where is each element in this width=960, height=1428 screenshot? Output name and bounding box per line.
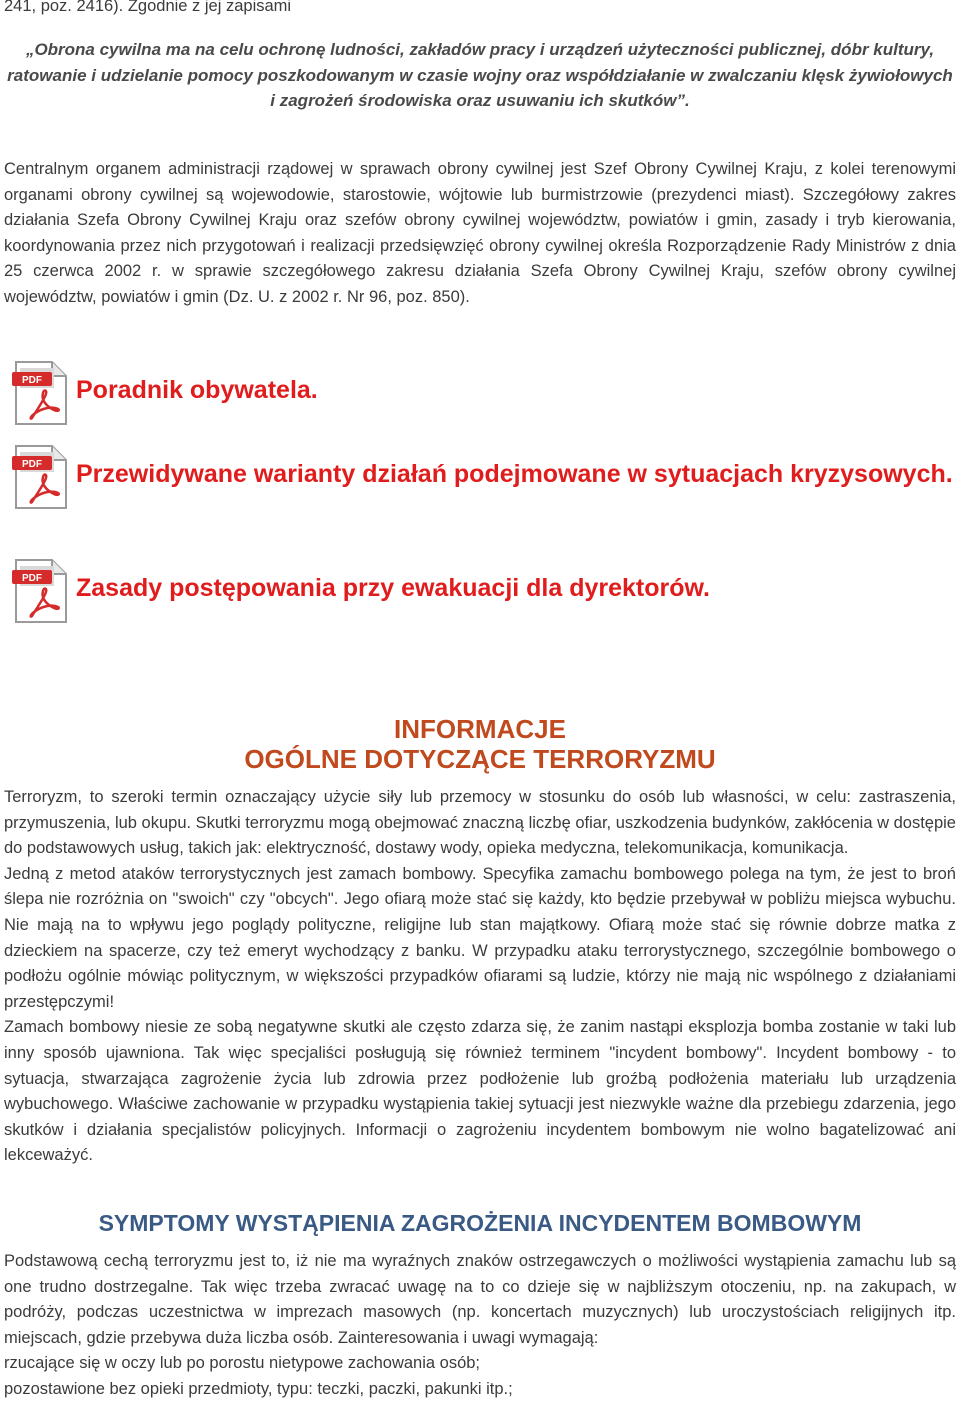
top-fragment-text: 241, poz. 2416). Zgodnie z jej zapisami: [4, 0, 292, 15]
info-heading-line2: OGÓLNE DOTYCZĄCE TERRORYZMU: [244, 744, 716, 774]
quote-civil-defense: „Obrona cywilna ma na celu ochronę ludności, zakładów pracy i urządzeń użyteczności publicznej, dóbr kultury, ratowanie i udzielanie pomocy poszkodowanym w czasie wojny oraz współdziałanie w zwalczaniu klęsk żywiołowych i zagrożeń środowiska oraz usuwaniu ich skutków”.: [7, 40, 953, 111]
pdf-link-warianty[interactable]: Przewidywane warianty działań podejmowane w sytuacjach kryzysowych.: [76, 460, 953, 488]
pdf-file-icon: [10, 558, 70, 624]
info-heading-line1: INFORMACJE: [394, 714, 566, 744]
pdf-link-item-1: [4, 360, 956, 430]
pdf-file-icon: [10, 360, 70, 426]
symptoms-heading: SYMPTOMY WYSTĄPIENIA ZAGROŻENIA INCYDENTEM BOMBOWYM: [98, 1210, 862, 1236]
pdf-link-item-3: [4, 558, 956, 628]
pdf-link-warianty-wrapper: [4, 448, 956, 500]
symptoms-item: pozostawione bez opieki przedmioty, typu: teczki, paczki, pakunki itp.;: [4, 1379, 513, 1398]
symptoms-block: [4, 1249, 956, 1403]
pdf-link-ewakuacja[interactable]: Zasady postępowania przy ewakuacji dla dyrektorów.: [76, 574, 710, 602]
pdf-link-poradnik[interactable]: Poradnik obywatela.: [76, 376, 318, 404]
terrorism-info-block: [4, 785, 956, 1169]
pdf-icon-label: PDF: [22, 573, 42, 584]
organs-paragraph: Centralnym organem administracji rządowej w sprawach obrony cywilnej jest Szef Obrony Cywilnej Kraju, z kolei terenowymi organami obrony cywilnej są wojewodowie, starostowie, wójtowie lub burmistrzowie (prezydenci miast). Szczegółowy zakres działania Szefa Obrony Cywilnej Kraju oraz szefów obrony cywilnej województw, powiatów i gmin, zasady i tryb kierowania, koordynowania przez nich przygotowań i realizacji przedsięwzięć obrony cywilnej określa Rozporządzenie Rady Ministrów z dnia 25 czerwca 2002 r. w sprawie szczegółowego zakresu działania Szefa Obrony Cywilnej Kraju, szefów obrony cywilnej województw, powiatów i gmin (Dz. U. z 2002 r. Nr 96, poz. 850).: [4, 160, 956, 306]
info-paragraph-3: Zamach bombowy niesie ze sobą negatywne skutki ale często zdarza się, że zanim nastąpi eksplozja bomba zostanie w taki lub inny sposób ujawniona. Tak więc specjaliści posługują się również terminem "incydent bombowy". Incydent bombowy - to sytuacja, stwarzająca zagrożenie życia lub zdrowia przez podłożenie lub groźbą podłożenia materiału lub urządzenia wybuchowego. Właściwe zachowanie w przypadku wystąpienia takiej sytuacji jest niezwykle ważne dla przebiegu zdarzenia, jego skutków i działania specjalistów policyjnych. Informacji o zagrożeniu incydentem bombowym nie wolno bagatelizować ani lekceważyć.: [4, 1018, 956, 1165]
symptoms-item: rzucające się w oczy lub po porostu nietypowe zachowania osób;: [4, 1354, 481, 1373]
info-paragraph-2: Jedną z metod ataków terrorystycznych jest zamach bombowy. Specyfika zamachu bombowego polega na tym, że jest to broń ślepa nie rozróżnia on "swoich" czy "obcych". Jego ofiarą może stać się każdy, kto będzie przebywał w pobliżu miejsca wybuchu. Nie mają na to wpływu jego poglądy polityczne, religijne lub stan majątkowy. Ofiarą może stać się równie dobrze matka z dzieckiem na spacerze, czy też emeryt wychodzący z banku. W przypadku ataku terrorystycznego, szczególnie bombowego o podłożu ogólnie mówiąc politycznym, w większości przypadków ofiarami są ludzie, którzy nie mają nic wspólnego z działaniami przestępczymi!: [4, 864, 956, 1011]
organs-paragraph-block: [4, 157, 956, 311]
pdf-icon-label: PDF: [22, 375, 42, 386]
pdf-link-item-2: [4, 444, 956, 554]
info-paragraph-1: Terroryzm, to szeroki termin oznaczający użycie siły lub przemocy w stosunku do osób lub własności, w celu: zastraszenia, przymuszenia, lub okupu. Skutki terroryzmu mogą obejmować znaczną liczbę ofiar, uszkodzenia budynków, zakłócenia w dostępie do podstawowych usług, takich jak: elektryczność, dostawy wody, opieka medyczna, telekomunikacja, komunikacja.: [4, 788, 956, 858]
pdf-icon-label: PDF: [22, 459, 42, 470]
symptoms-paragraph: Podstawową cechą terroryzmu jest to, iż nie ma wyraźnych znaków ostrzegawczych o możliwości wystąpienia zamachu lub są one trudno dostrzegalne. Tak więc trzeba zwracać uwagę na to co dzieje się w najbliższym otoczeniu, np. na zakupach, w podróży, podczas uczestnictwa w imprezach masowych (np. koncertach muzycznych) lub uroczystościach religijnych itp. miejscach, gdzie przebywa duża liczba osób. Zainteresowania i uwagi wymagają:: [4, 1252, 956, 1347]
